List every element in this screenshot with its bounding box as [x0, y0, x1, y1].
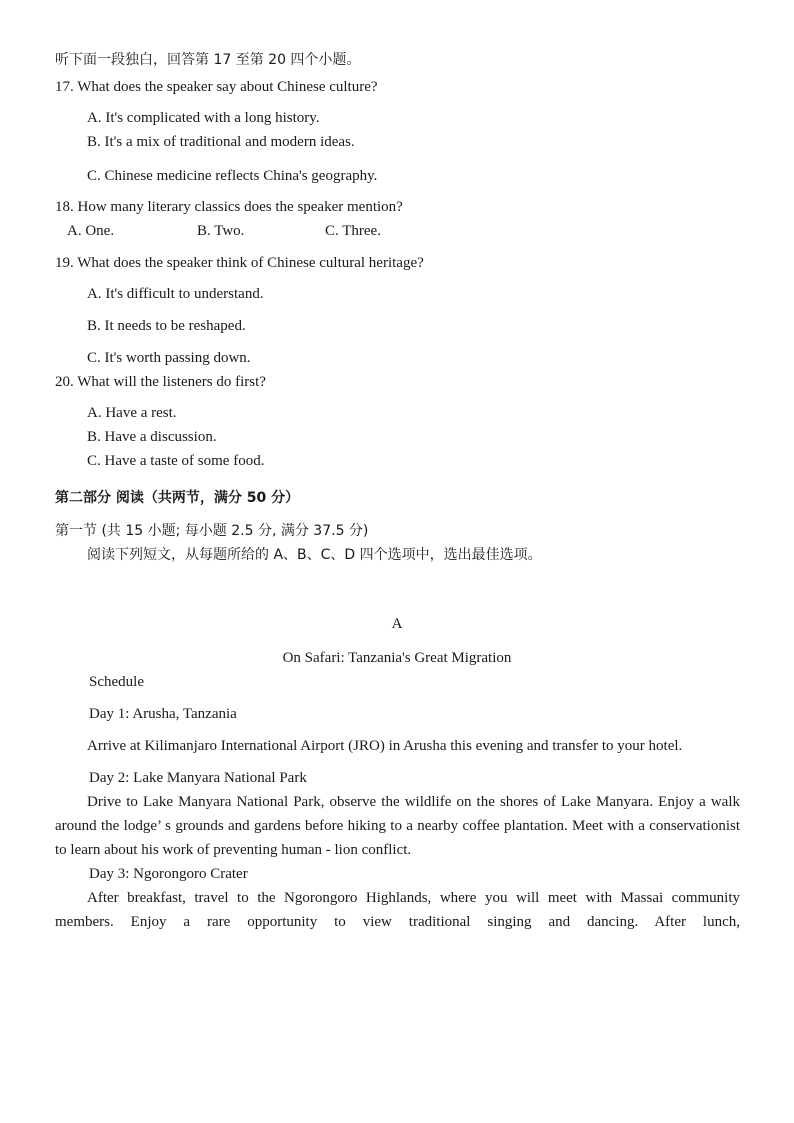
question-18-option-c: C. Three.	[325, 223, 381, 239]
day1-text: Arrive at Kilimanjaro International Airport (JRO) in Arusha this evening and transfer to your hotel.	[87, 738, 683, 754]
question-19-option-c: C. It's worth passing down.	[87, 350, 251, 366]
listening-instruction: 听下面一段独白，回答第 17 至第 20 四个小题。	[55, 52, 361, 68]
reading-section-title: 第一节 (共 15 小题; 每小题 2.5 分, 满分 37.5 分)	[55, 523, 369, 539]
question-20-option-c: C. Have a taste of some food.	[87, 453, 265, 469]
day3-heading: Day 3: Ngorongoro Crater	[89, 866, 248, 882]
day2-text: Drive to Lake Manyara National Park, observe the wildlife on the shores of Lake Manyara. Enjoy a walk around the lodge’ s grounds and gardens before hiking to a nearby coffee plantation. Meet with a conservationist to learn about his work of preventing human - lion conflict.	[55, 794, 740, 858]
day1-heading: Day 1: Arusha, Tanzania	[89, 706, 237, 722]
day3-text: After breakfast, travel to the Ngorongoro Highlands, where you will meet with Massai community members. Enjoy a rare opportunity to view traditional singing and dancing. After lunch,	[55, 890, 740, 930]
passage-title: On Safari: Tanzania's Great Migration	[282, 650, 512, 666]
passage-letter: A	[391, 616, 403, 632]
question-18-option-b: B. Two.	[197, 223, 245, 239]
day2-heading: Day 2: Lake Manyara National Park	[89, 770, 307, 786]
question-20-stem: 20. What will the listeners do first?	[55, 374, 266, 390]
question-17-option-a: A. It's complicated with a long history.	[87, 110, 320, 126]
question-17-stem: 17. What does the speaker say about Chinese culture?	[55, 79, 378, 95]
question-17-option-c: C. Chinese medicine reflects China's geography.	[87, 168, 378, 184]
reading-instruction: 阅读下列短文，从每题所给的 A、B、C、D 四个选项中，选出最佳选项。	[87, 547, 542, 563]
question-18-stem: 18. How many literary classics does the speaker mention?	[55, 199, 403, 215]
question-18-option-a: A. One.	[67, 223, 115, 239]
question-19-stem: 19. What does the speaker think of Chinese cultural heritage?	[55, 255, 424, 271]
question-19-option-a: A. It's difficult to understand.	[87, 286, 264, 302]
schedule-label: Schedule	[89, 674, 144, 690]
question-20-option-a: A. Have a rest.	[87, 405, 177, 421]
question-20-option-b: B. Have a discussion.	[87, 429, 217, 445]
reading-part-title: 第二部分 阅读（共两节，满分 50 分）	[55, 490, 300, 506]
question-19-option-b: B. It needs to be reshaped.	[87, 318, 246, 334]
question-17-option-b: B. It's a mix of traditional and modern ideas.	[87, 134, 355, 150]
